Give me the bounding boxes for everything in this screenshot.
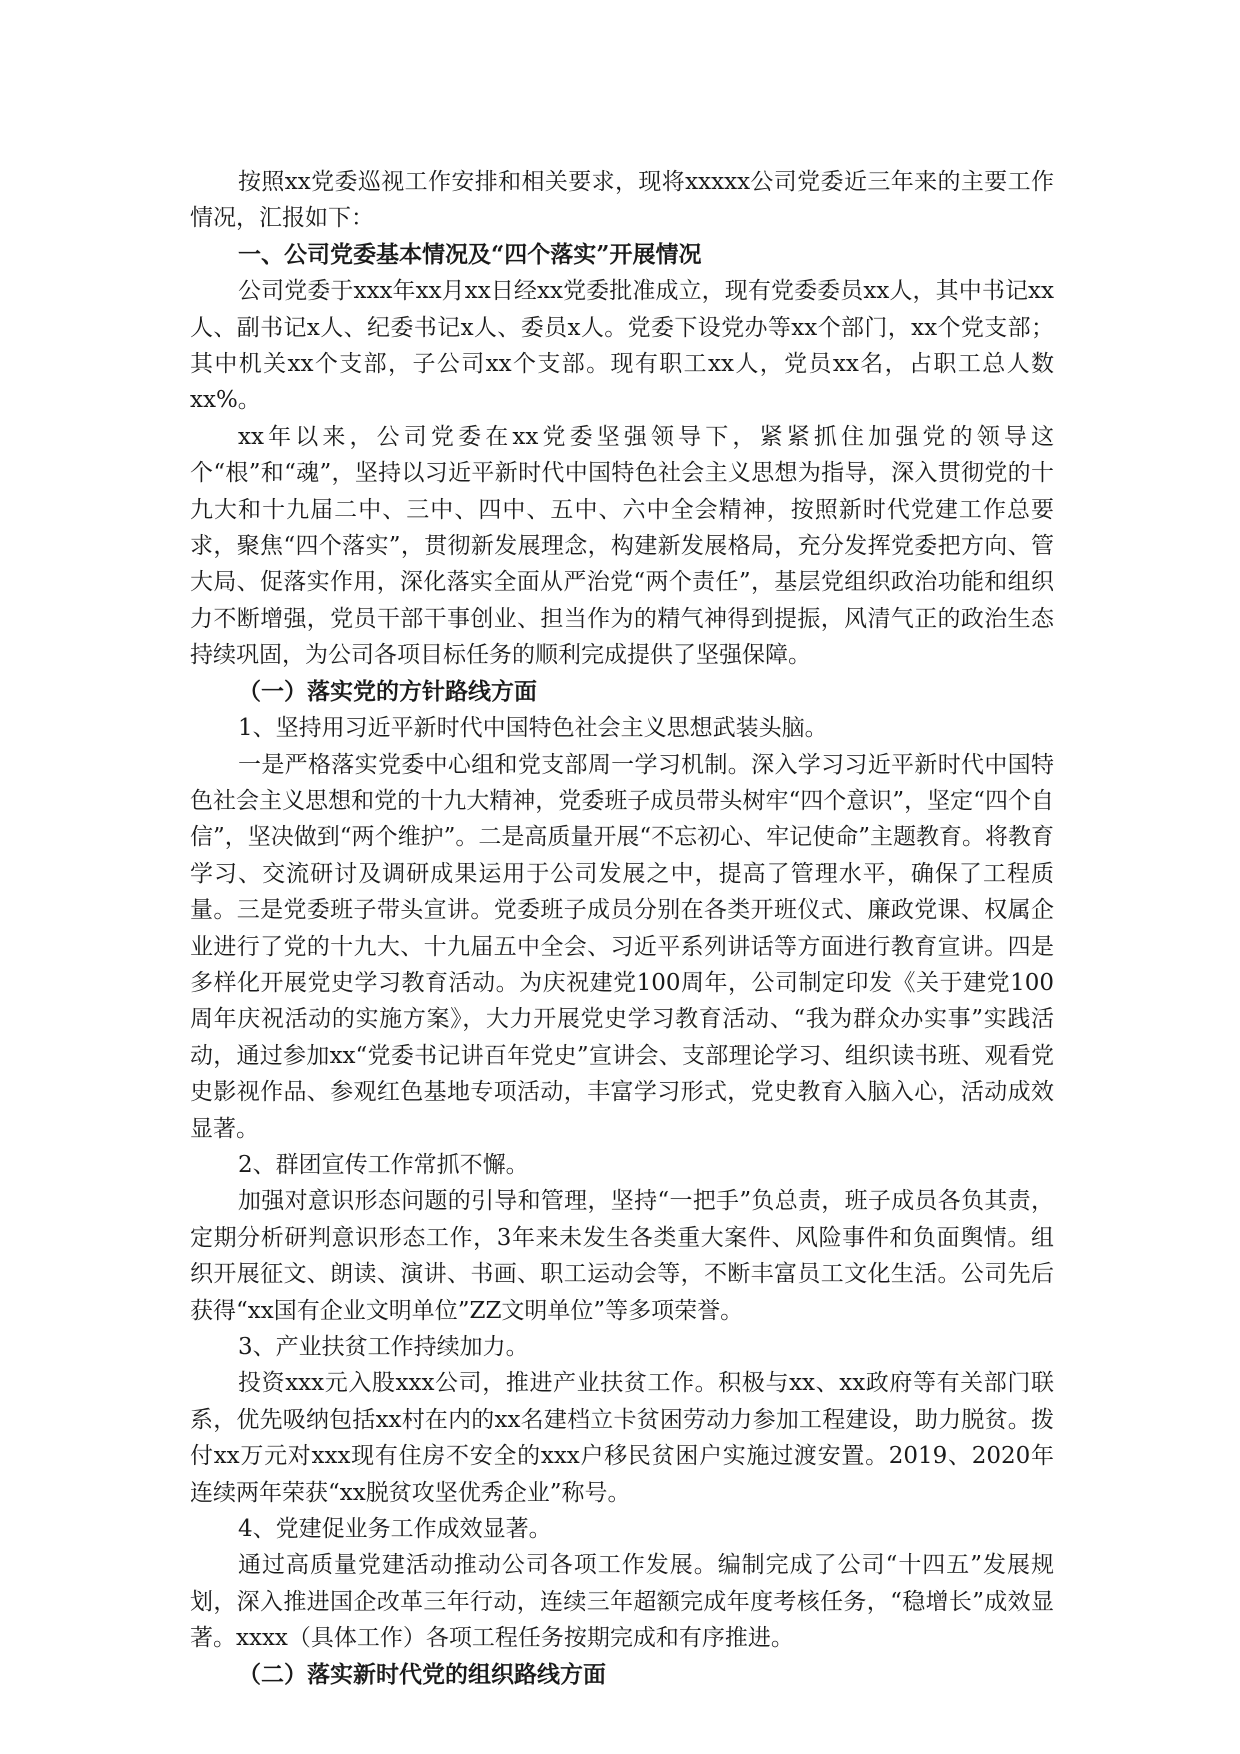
item-2-title: 2、群团宣传工作常抓不懈。 xyxy=(238,1151,529,1178)
subsection-heading-2: （二）落实新时代党的组织路线方面 xyxy=(238,1660,606,1688)
item-3-title: 3、产业扶贫工作持续加力。 xyxy=(238,1334,529,1360)
item-1-body: 一是严格落实党委中心组和党支部周一学习机制。深入学习习近平新时代中国特色社会主义思想和党的十九大精神，党委班子成员带头树牢“四个意识”，坚定“四个自信”，坚决做到“两个维护”。二是高质量开展“不忘初心、牢记使命”主题教育。将教育学习、交流研讨及调研成果运用于公司发展之中，提高了管理水平，确保了工程质量。三是党委班子带头宣讲。党委班子成员分别在各类开班仪式、廉政党课、权属企业进行了党的十九大、十九届五中全会、习近平系列讲话等方面进行教育宣讲。四是多样化开展党史学习教育活动。为庆祝建党100周年，公司制定印发《关于建党100周年庆祝活动的实施方案》，大力开展党史学习教育活动、“我为群众办实事”实践活动，通过参加xx“党委书记讲百年党史”宣讲会、支部理论学习、组织读书班、观看党史影视作品、参观红色基地专项活动，丰富学习形式，党史教育入脑入心，活动成效显著。 xyxy=(190,751,1054,1142)
subsection-heading-1: （一）落实党的方针路线方面 xyxy=(238,677,537,705)
overview-paragraph: xx年以来，公司党委在xx党委坚强领导下，紧紧抓住加强党的领导这个“根”和“魂”，坚持以习近平新时代中国特色社会主义思想为指导，深入贯彻党的十九大和十九届二中、三中、四中、五中、六中全会精神，按照新时代党建工作总要求，聚焦“四个落实”，贯彻新发展理念，构建新发展格局，充分发挥党委把方向、管大局、促落实作用，深化落实全面从严治党“两个责任”，基层党组织政治功能和组织力不断增强，党员干部干事创业、担当作为的精气神得到提振，风清气正的政治生态持续巩固，为公司各项目标任务的顺利完成提供了坚强保障。 xyxy=(190,423,1054,669)
item-4-title: 4、党建促业务工作成效显著。 xyxy=(238,1516,552,1543)
item-1-title: 1、坚持用习近平新时代中国特色社会主义思想武装头脑。 xyxy=(238,715,828,742)
section-heading-1: 一、公司党委基本情况及“四个落实”开展情况 xyxy=(238,240,702,268)
item-2-body: 加强对意识形态问题的引导和管理，坚持“一把手”负总责，班子成员各负其责，定期分析研判意识形态工作，3年来未发生各类重大案件、风险事件和负面舆情。组织开展征文、朗读、演讲、书画、职工运动会等，不断丰富员工文化生活。公司先后获得“xx国有企业文明单位”ZZ文明单位”等多项荣誉。 xyxy=(190,1188,1054,1324)
item-3-body: 投资xxx元入股xxx公司，推进产业扶贫工作。积极与xx、xx政府等有关部门联系，优先吸纳包括xx村在内的xx名建档立卡贫困劳动力参加工程建设，助力脱贫。拨付xx万元对xxx现有住房不安全的xxx户移民贫困户实施过渡安置。2019、2020年连续两年荣获“xx脱贫攻坚优秀企业”称号。 xyxy=(190,1370,1054,1506)
item-4-body: 通过高质量党建活动推动公司各项工作发展。编制完成了公司“十四五”发展规划，深入推进国企改革三年行动，连续三年超额完成年度考核任务，“稳增长”成效显著。xxxx（具体工作）各项工程任务按期完成和有序推进。 xyxy=(190,1552,1054,1652)
basic-info-paragraph: 公司党委于xxx年xx月xx日经xx党委批准成立，现有党委委员xx人，其中书记xx人、副书记x人、纪委书记x人、委员x人。党委下设党办等xx个部门，xx个党支部；其中机关xx个支部，子公司xx个支部。现有职工xx人，党员xx名，占职工总人数xx%。 xyxy=(190,278,1054,414)
intro-paragraph: 按照xx党委巡视工作安排和相关要求，现将xxxxx公司党委近三年来的主要工作情况，汇报如下： xyxy=(190,169,1054,232)
